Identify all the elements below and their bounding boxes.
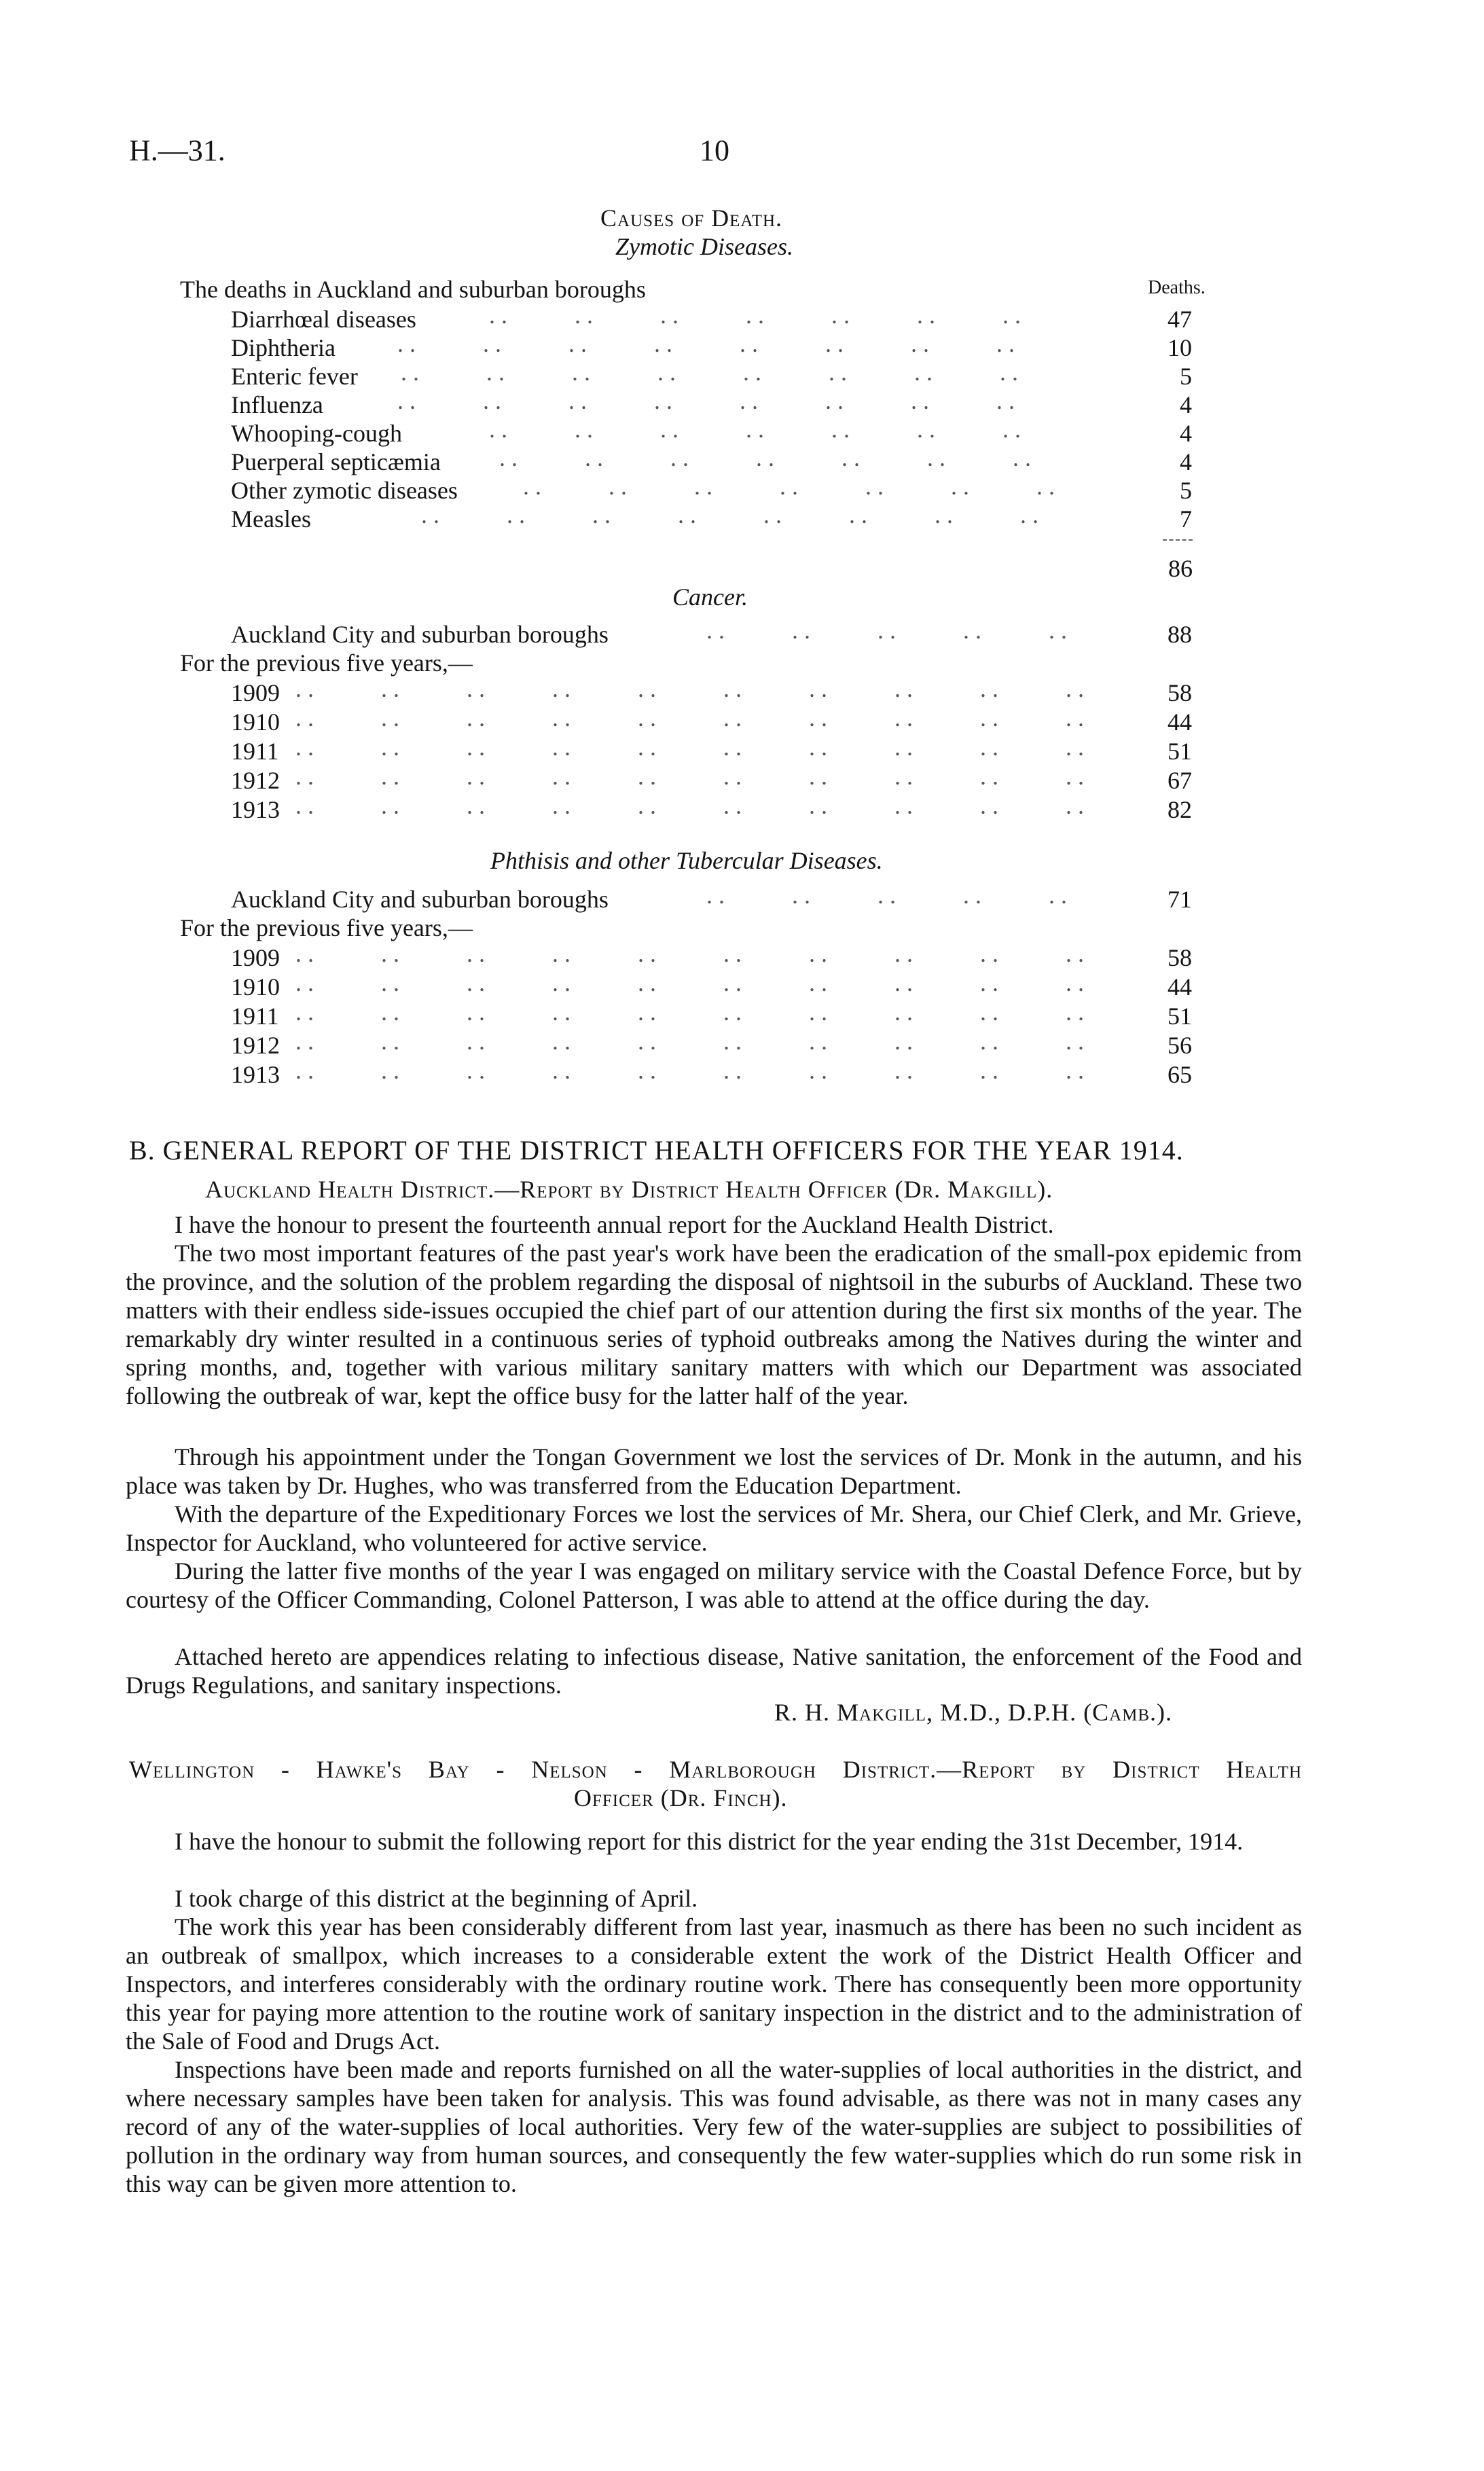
cancer-previous-label: For the previous five years,— bbox=[180, 649, 473, 677]
zymotic-total: 86 bbox=[1168, 555, 1193, 582]
deaths-column-label: Deaths. bbox=[1148, 277, 1206, 298]
document-reference: H.—31. bbox=[129, 134, 225, 167]
wellington-paragraph bbox=[126, 1913, 1302, 2055]
auckland-signature: R. H. Makgill, M.D., D.P.H. (Camb.). bbox=[774, 1699, 1173, 1726]
report-b-title: B. GENERAL REPORT OF THE DISTRICT HEALTH OFFICERS FOR THE YEAR 1914. bbox=[129, 1135, 1184, 1166]
phthisis-year-row: . . . . . . . . . . . . . . . . . . . . 1911 51 bbox=[231, 998, 1192, 1030]
cancer-year: 1909 bbox=[231, 679, 280, 706]
phthisis-year-value: 44 bbox=[1168, 973, 1192, 1000]
zymotic-label: Enteric fever bbox=[231, 363, 358, 390]
paragraph-text: Attached hereto are appendices relating to infectious disease, Native sanitation, the enforcement of the Food and Drugs Regulations, and sanitary inspections. bbox=[126, 1643, 1302, 1699]
paragraph-text: The work this year has been considerably different from last year, inasmuch as there has been no such incident as an outbreak of smallpox, which increases to a considerable extent the work of the District Health Officer and Inspectors, and interferes considerably with the ordinary routine work. There has consequently been more opportunity this year for paying more attention to the routine work of sanitary inspection in the district and to the administration of the Sale of Food and Drugs Act. bbox=[126, 1913, 1302, 2055]
zymotic-intro: The deaths in Auckland and suburban boroughs bbox=[180, 276, 646, 303]
cancer-year-row: . . . . . . . . . . . . . . . . . . . . 1911 51 bbox=[231, 734, 1192, 765]
phthisis-current-value: 71 bbox=[1168, 886, 1192, 913]
phthisis-previous-label: For the previous five years,— bbox=[180, 914, 473, 941]
phthisis-year-row: . . . . . . . . . . . . . . . . . . . . 1912 56 bbox=[231, 1028, 1192, 1059]
cancer-year-value: 51 bbox=[1168, 738, 1192, 765]
wellington-paragraph bbox=[126, 2055, 1302, 2198]
auckland-paragraph bbox=[126, 1642, 1302, 1699]
paragraph-text: I have the honour to submit the following report for this district for the year ending the 31st December, 1914. bbox=[175, 1828, 1244, 1855]
zymotic-label: Diarrhœal diseases bbox=[231, 306, 416, 333]
cancer-year-value: 67 bbox=[1168, 767, 1192, 794]
phthisis-title: Phthisis and other Tubercular Diseases. bbox=[490, 847, 883, 874]
paragraph-text: The two most important features of the past year's work have been the eradication of the small-pox epidemic from the province, and the solution of the problem regarding the disposal of nightsoil in the suburbs of Auckland. These two matters with their endless side-issues occupied the chief part of our attention during the first six months of the year. The remarkably dry winter resulted in a continuous series of typhoid outbreaks among the Natives during the winter and spring months, and, together with various military sanitary matters with which our Department was associated following the outbreak of war, kept the office busy for the latter half of the year. bbox=[126, 1240, 1302, 1409]
phthisis-year: 1912 bbox=[231, 1032, 280, 1059]
zymotic-value: 4 bbox=[1180, 420, 1192, 447]
cancer-year: 1911 bbox=[231, 738, 279, 765]
cancer-current-label: Auckland City and suburban boroughs bbox=[231, 621, 609, 648]
zymotic-row: . . . . . . . . . . . . . . . . Influenza 4 bbox=[231, 387, 1192, 418]
phthisis-year-value: 65 bbox=[1168, 1061, 1192, 1088]
phthisis-year: 1910 bbox=[231, 973, 280, 1000]
zymotic-value: 5 bbox=[1180, 363, 1192, 390]
zymotic-row: . . . . . . . . . . . . . . Other zymotic diseases 5 bbox=[231, 473, 1192, 504]
cancer-year-value: 44 bbox=[1168, 708, 1192, 736]
phthisis-year-value: 58 bbox=[1168, 944, 1192, 971]
cancer-year: 1910 bbox=[231, 708, 280, 736]
paragraph-text: Inspections have been made and reports furnished on all the water-supplies of local authorities in the district, and where necessary samples have been taken for analysis. This was found advisable, as there was not in many cases any record of any of the water-supplies of local authorities. Very few of the water-supplies are subject to possibilities of pollution in the ordinary way from human sources, and consequently the few water-supplies which do run some risk in this way can be given more attention to. bbox=[126, 2056, 1302, 2197]
phthisis-year-row: . . . . . . . . . . . . . . . . . . . . 1910 44 bbox=[231, 969, 1192, 1000]
zymotic-row: . . . . . . . . . . . . . . Puerperal septicæmia 4 bbox=[231, 444, 1192, 475]
zymotic-row: . . . . . . . . . . . . . . . . Enteric fever 5 bbox=[231, 359, 1192, 390]
cancer-year-row: . . . . . . . . . . . . . . . . . . . . 1912 67 bbox=[231, 763, 1192, 794]
cancer-current-row: . . . . . . . . . . Auckland City and suburban boroughs 88 bbox=[231, 617, 1192, 648]
wellington-heading-line1: Wellington - Hawke's Bay - Nelson - Marlborough District.—Report by District Health bbox=[129, 1756, 1302, 1783]
zymotic-label: Puerperal septicæmia bbox=[231, 448, 441, 475]
cancer-year-value: 58 bbox=[1168, 679, 1192, 706]
zymotic-value: 5 bbox=[1180, 477, 1192, 504]
phthisis-year-value: 51 bbox=[1168, 1003, 1192, 1030]
total-rule bbox=[1163, 539, 1193, 541]
cancer-current-value: 88 bbox=[1168, 621, 1192, 648]
auckland-paragraph bbox=[126, 1210, 1302, 1239]
zymotic-row: . . . . . . . . . . . . . . . . Measles 7 bbox=[231, 501, 1192, 533]
cancer-year: 1912 bbox=[231, 767, 280, 794]
phthisis-year: 1913 bbox=[231, 1061, 280, 1088]
zymotic-value: 4 bbox=[1180, 448, 1192, 475]
paragraph-text: Through his appointment under the Tongan Government we lost the services of Dr. Monk in the autumn, and his place was taken by Dr. Hughes, who was transferred from the Education Department. bbox=[126, 1443, 1302, 1499]
auckland-paragraph bbox=[126, 1500, 1302, 1557]
phthisis-year: 1911 bbox=[231, 1003, 279, 1030]
zymotic-value: 7 bbox=[1180, 505, 1192, 533]
phthisis-year-row: . . . . . . . . . . . . . . . . . . . . 1913 65 bbox=[231, 1057, 1192, 1088]
cancer-year: 1913 bbox=[231, 796, 280, 823]
cancer-year-value: 82 bbox=[1168, 796, 1192, 823]
phthisis-current-label: Auckland City and suburban boroughs bbox=[231, 886, 609, 913]
phthisis-year-row: . . . . . . . . . . . . . . . . . . . . 1909 58 bbox=[231, 940, 1192, 971]
auckland-paragraph bbox=[126, 1557, 1302, 1614]
phthisis-year-value: 56 bbox=[1168, 1032, 1192, 1059]
wellington-heading-line2: Officer (Dr. Finch). bbox=[574, 1784, 788, 1811]
zymotic-label: Whooping-cough bbox=[231, 420, 402, 447]
wellington-paragraph bbox=[126, 1827, 1302, 1856]
phthisis-year: 1909 bbox=[231, 944, 280, 971]
zymotic-row: . . . . . . . . . . . . . . . . Diphtheria 10 bbox=[231, 330, 1192, 361]
zymotic-value: 10 bbox=[1168, 334, 1192, 361]
zymotic-label: Diphtheria bbox=[231, 334, 336, 361]
auckland-paragraph bbox=[126, 1443, 1302, 1500]
zymotic-subtitle: Zymotic Diseases. bbox=[615, 233, 793, 260]
paragraph-text: With the departure of the Expeditionary Forces we lost the services of Mr. Shera, our Chief Clerk, and Mr. Grieve, Inspector for Auckland, who volunteered for active service. bbox=[126, 1500, 1302, 1556]
paragraph-text: During the latter five months of the year I was engaged on military service with the Coastal Defence Force, but by courtesy of the Officer Commanding, Colonel Patterson, I was able to attend at the office during the day. bbox=[126, 1557, 1302, 1613]
phthisis-current-row: . . . . . . . . . . Auckland City and suburban boroughs 71 bbox=[231, 882, 1192, 913]
page-number: 10 bbox=[700, 134, 729, 167]
zymotic-row: . . . . . . . . . . . . . . Whooping-cough 4 bbox=[231, 416, 1192, 447]
cancer-year-row: . . . . . . . . . . . . . . . . . . . . 1913 82 bbox=[231, 792, 1192, 823]
auckland-paragraph bbox=[126, 1239, 1302, 1410]
zymotic-value: 4 bbox=[1180, 391, 1192, 418]
paragraph-text: I took charge of this district at the beginning of April. bbox=[175, 1885, 698, 1912]
zymotic-value: 47 bbox=[1168, 306, 1192, 333]
auckland-heading: Auckland Health District.—Report by District Health Officer (Dr. Makgill). bbox=[205, 1176, 1053, 1203]
zymotic-label: Measles bbox=[231, 505, 311, 533]
causes-title: Causes of Death. bbox=[600, 204, 783, 232]
paragraph-text: I have the honour to present the fourteenth annual report for the Auckland Health District. bbox=[175, 1211, 1054, 1238]
zymotic-row: . . . . . . . . . . . . . . Diarrhœal diseases 47 bbox=[231, 302, 1192, 333]
zymotic-label: Influenza bbox=[231, 391, 323, 418]
cancer-year-row: . . . . . . . . . . . . . . . . . . . . 1909 58 bbox=[231, 675, 1192, 706]
cancer-year-row: . . . . . . . . . . . . . . . . . . . . 1910 44 bbox=[231, 704, 1192, 736]
wellington-paragraph bbox=[126, 1884, 1302, 1913]
cancer-title: Cancer. bbox=[672, 583, 748, 611]
zymotic-label: Other zymotic diseases bbox=[231, 477, 458, 504]
